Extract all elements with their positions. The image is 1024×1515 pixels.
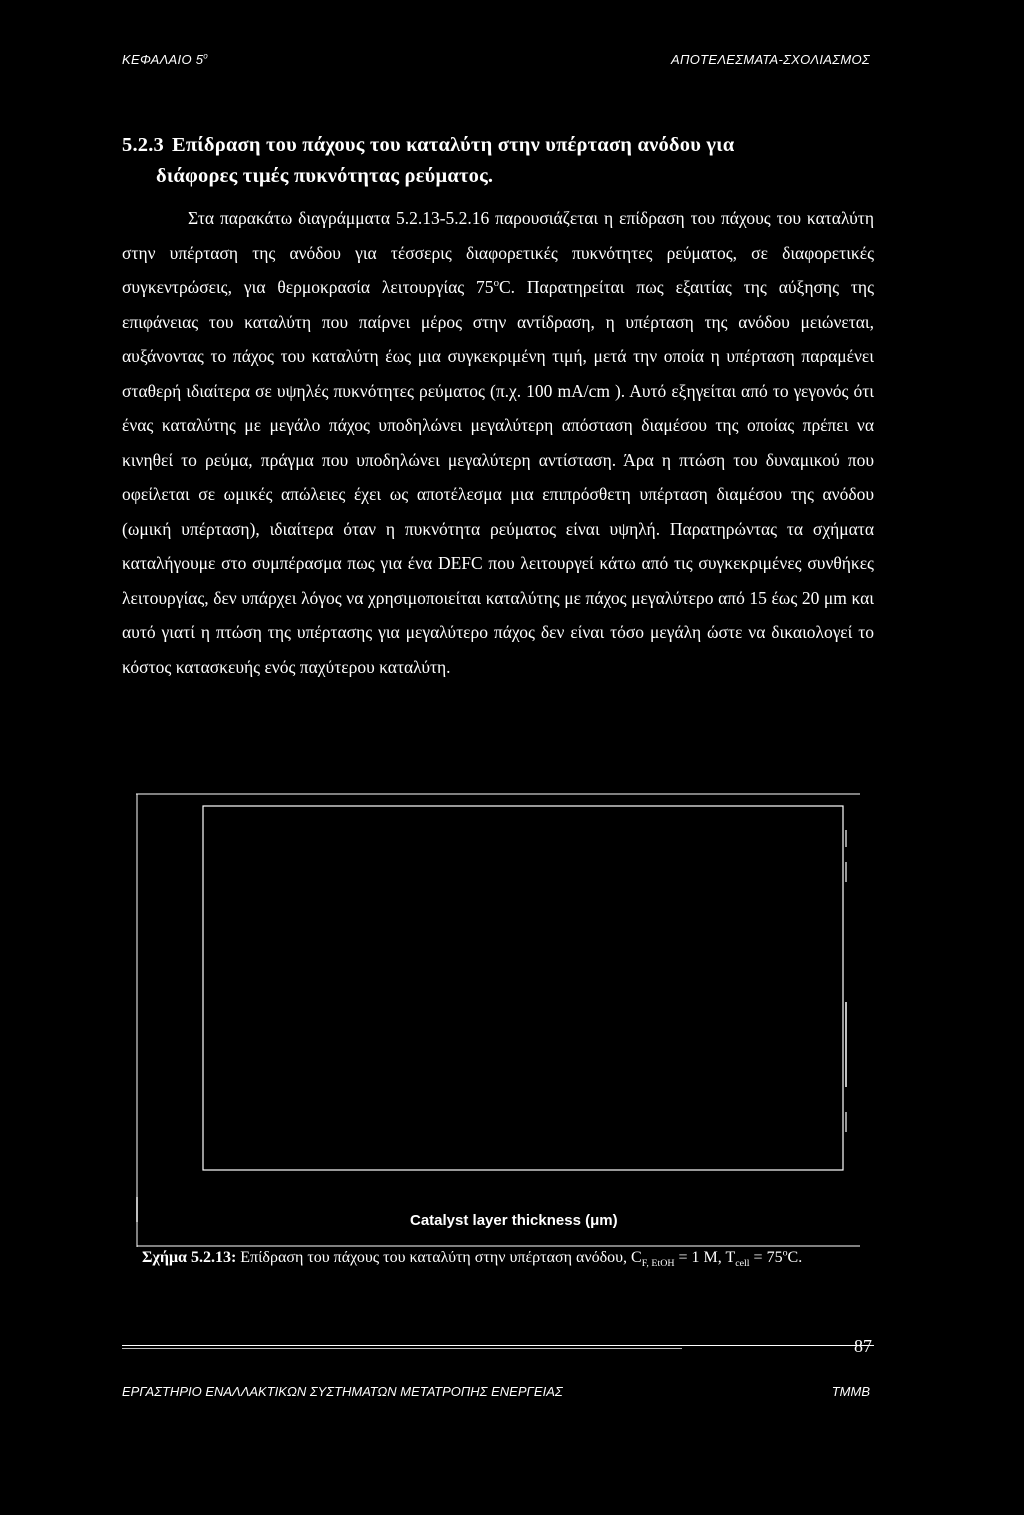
caption-text: Επίδραση του πάχους του καταλύτη στην υπέρταση ανόδου, C	[236, 1249, 642, 1266]
running-header-section: ΑΠΟΤΕΛΕΣΜΑΤΑ-ΣΧΟΛΙΑΣΜΟΣ	[671, 52, 870, 67]
chart-svg	[136, 792, 862, 1247]
footer-rule-secondary	[122, 1348, 682, 1349]
caption-mid: = 1 M, T	[674, 1249, 736, 1266]
section-title-line2: διάφορες τιμές πυκνότητας ρεύματος.	[156, 165, 494, 187]
section-title-line1: Επίδραση του πάχους του καταλύτη στην υπέρταση ανόδου για	[172, 134, 735, 156]
running-header-chapter: ΚΕΦΑΛΑΙΟ $5^o$	[122, 51, 209, 67]
footer-rule	[122, 1345, 874, 1346]
plot-area-frame	[203, 806, 843, 1170]
figure-chart	[136, 792, 862, 1247]
section-number: 5.2.3	[122, 134, 164, 156]
caption-subscript-cell: cell	[735, 1258, 750, 1270]
paragraph-part2: C. Παρατηρείται πως εξαιτίας της αύξησης της επιφάνειας του καταλύτη που παίρνει μέρος στην αντίδραση, η υπέρταση της ανόδου μειώνεται, αυξάνοντας το πάχος του καταλύτη έως μια συγκεκριμένη τιμή, μετά την οποία η υπέρταση παραμένει σταθερή ιδιαίτερα σε υψηλές πυκνότητες ρεύματος (π.χ. 100 mA/cm ). Αυτό εξηγείται από το γεγονός ότι ένας καταλύτης με μεγάλο πάχος υποδηλώνει μεγαλύτερη απόσταση διαμέσου της οποίας πρέπει να κινηθεί το ρεύμα, πράγμα που υποδηλώνει μεγαλύτερη αντίσταση. Άρα η πτώση του δυναμικού που οφείλεται σε ωμικές απώλειες έχει ως αποτέλεσμα μια επιπρόσθετη υπέρταση διαμέσου της ανόδου (ωμική υπέρταση), ιδιαίτερα όταν η πυκνότητα ρεύματος είναι υψηλή. Παρατηρώντας τα σχήματα καταλήγουμε στο συμπέρασμα πως για ένα DEFC που λειτουργεί κάτω από τις συγκεκριμένες συνθήκες λειτουργίας, δεν υπάρχει λόγος να χρησιμοποιείται καταλύτης με πάχος μεγαλύτερο από 15 έως 20 μm και αυτό γιατί η πτώση της υπέρτασης για μεγαλύτερο πάχος δεν είναι τόσο μεγάλη ώστε να δικαιολογεί το κόστος κατασκευής ενός παχύτερου καταλύτη.	[122, 277, 874, 677]
body-paragraph	[122, 201, 874, 684]
degree-superscript: o	[493, 277, 499, 290]
page-number: 87	[854, 1336, 872, 1356]
caption-subscript-concentration: F, EtOH	[641, 1258, 675, 1270]
section-heading	[122, 130, 874, 192]
footer-lab-name: ΕΡΓΑΣΤΗΡΙΟ ΕΝΑΛΛΑΚΤΙΚΩΝ ΣΥΣΤΗΜΑΤΩΝ ΜΕΤΑΤΡΟΠΗΣ ΕΝΕΡΓΕΙΑΣ	[122, 1384, 563, 1399]
caption-degree-superscript: o	[782, 1247, 788, 1259]
footer-department: ΤΜΜΒ	[831, 1384, 870, 1399]
caption-tail: C.	[787, 1249, 803, 1266]
caption-label: Σχήμα 5.2.13:	[142, 1249, 237, 1266]
chapter-superscript: ο	[203, 51, 209, 61]
figure-caption	[142, 1247, 803, 1270]
paragraph-part1: Στα παρακάτω διαγράμματα 5.2.13-5.2.16 παρουσιάζεται η επίδραση του πάχους του καταλύτη στην υπέρταση της ανόδου για τέσσερις διαφορετικές πυκνότητες ρεύματος, σε διαφορετικές συγκεντρώσεις, για θερμοκρασία λειτουργίας 75	[122, 208, 874, 297]
caption-end: = 75	[749, 1249, 783, 1266]
x-axis-label: Catalyst layer thickness (μm)	[410, 1212, 618, 1229]
